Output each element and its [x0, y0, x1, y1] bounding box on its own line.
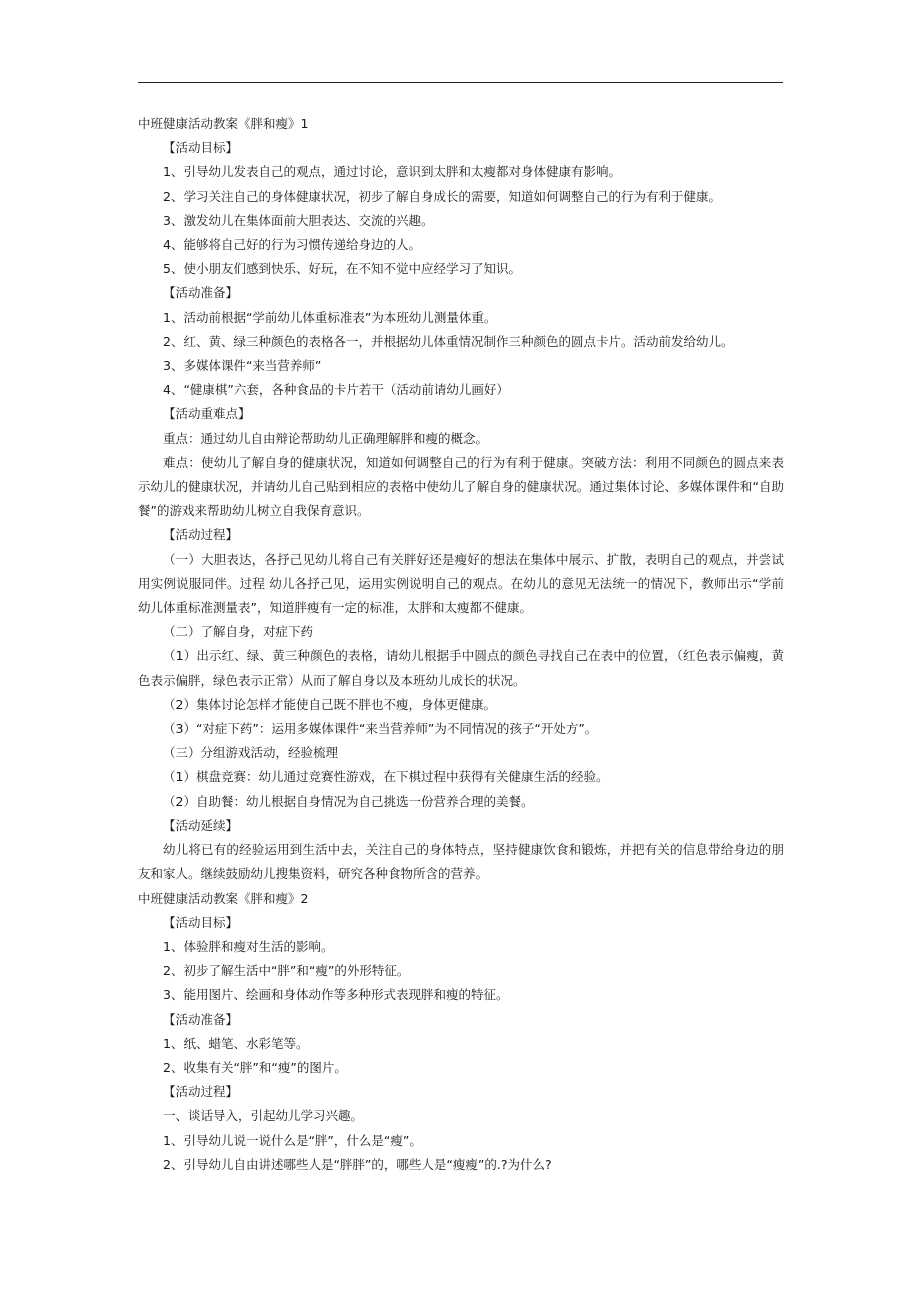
document-body [138, 112, 784, 1177]
paragraph: 2、收集有关“胖”和“瘦”的图片。 [163, 1059, 347, 1075]
paragraph: 幼儿将已有的经验运用到生活中去，关注自己的身体特点，坚持健康饮食和锻炼，并把有关的信息带给身边的朋友和家人。继续鼓励幼儿搜集资料，研究各种食物所含的营养。 [138, 842, 784, 882]
paragraph: （3）“对症下药”：运用多媒体课件“来当营养师”为不同情况的孩子“开处方”。 [163, 721, 598, 737]
paragraph: 2、初步了解生活中“胖”和“瘦”的外形特征。 [163, 963, 410, 979]
paragraph: 【活动目标】 [163, 914, 239, 930]
paragraph: 2、学习关注自己的身体健康状况，初步了解自身成长的需要，知道如何调整自己的行为有利于健康。 [163, 188, 721, 204]
paragraph: 【活动重难点】 [163, 406, 251, 422]
paragraph: （1）出示红、绿、黄三种颜色的表格，请幼儿根据手中圆点的颜色寻找自己在表中的位置，（红色表示偏瘦，黄色表示偏胖，绿色表示正常）从而了解自身以及本班幼儿成长的状况。 [138, 648, 784, 688]
paragraph: （一）大胆表达，各抒己见幼儿将自己有关胖好还是瘦好的想法在集体中展示、扩散，表明自己的观点，并尝试用实例说服同伴。过程 幼儿各抒己见，运用实例说明自己的观点。在幼儿的意见无法统一的情况下，教师出示“学前幼儿体重标准测量表”，知道胖瘦有一定的标准，太胖和太瘦都不健康。 [138, 551, 784, 616]
paragraph: 3、多媒体课件“来当营养师” [163, 358, 322, 374]
paragraph: 1、体验胖和瘦对生活的影响。 [163, 938, 334, 954]
paragraph: 5、使小朋友们感到快乐、好玩，在不知不觉中应经学习了知识。 [163, 261, 521, 277]
paragraph: 【活动延续】 [163, 817, 239, 833]
paragraph: 【活动准备】 [163, 285, 239, 301]
paragraph: 一、谈话导入，引起幼儿学习兴趣。 [163, 1108, 364, 1124]
paragraph: 3、激发幼儿在集体面前大胆表达、交流的兴趣。 [163, 212, 434, 228]
paragraph: 【活动准备】 [163, 1011, 239, 1027]
header-rule [138, 82, 783, 83]
paragraph: 【活动过程】 [163, 1084, 239, 1100]
paragraph: 4、能够将自己好的行为习惯传递给身边的人。 [163, 237, 421, 253]
paragraph: 难点：使幼儿了解自身的健康状况，知道如何调整自己的行为有利于健康。突破方法：利用不同颜色的圆点来表示幼儿的健康状况，并请幼儿自己贴到相应的表格中使幼儿了解自身的健康状况。通过集体讨论、多媒体课件和“自助餐”的游戏来帮助幼儿树立自我保育意识。 [138, 454, 784, 519]
paragraph: 【活动过程】 [163, 527, 239, 543]
paragraph: （二）了解自身，对症下药 [163, 624, 314, 640]
paragraph: 2、引导幼儿自由讲述哪些人是“胖胖”的，哪些人是“瘦瘦”的.?为什么? [163, 1156, 552, 1172]
paragraph: （三）分组游戏活动，经验梳理 [163, 745, 339, 761]
paragraph: 3、能用图片、绘画和身体动作等多种形式表现胖和瘦的特征。 [163, 987, 509, 1003]
paragraph: 1、活动前根据“学前幼儿体重标准表”为本班幼儿测量体重。 [163, 309, 497, 325]
section-title: 中班健康活动教案《胖和瘦》2 [138, 890, 309, 906]
paragraph: （2）自助餐：幼儿根据自身情况为自己挑选一份营养合理的美餐。 [163, 793, 534, 809]
paragraph: 2、红、黄、绿三种颜色的表格各一，并根据幼儿体重情况制作三种颜色的圆点卡片。活动前发给幼儿。 [163, 333, 734, 349]
paragraph: （1）棋盘竞赛：幼儿通过竞赛性游戏，在下棋过程中获得有关健康生活的经验。 [163, 769, 609, 785]
paragraph: 1、引导幼儿发表自己的观点，通过讨论，意识到太胖和太瘦都对身体健康有影响。 [163, 164, 621, 180]
paragraph: 4、“健康棋”六套，各种食品的卡片若干（活动前请幼儿画好） [163, 382, 509, 398]
paragraph: 1、引导幼儿说一说什么是“胖”，什么是“瘦”。 [163, 1132, 422, 1148]
paragraph: 1、纸、蜡笔、水彩笔等。 [163, 1035, 309, 1051]
paragraph: （2）集体讨论怎样才能使自己既不胖也不瘦，身体更健康。 [163, 696, 496, 712]
paragraph: 【活动目标】 [163, 140, 239, 156]
section-title: 中班健康活动教案《胖和瘦》1 [138, 116, 309, 131]
paragraph: 重点：通过幼儿自由辩论帮助幼儿正确理解胖和瘦的概念。 [163, 430, 489, 446]
